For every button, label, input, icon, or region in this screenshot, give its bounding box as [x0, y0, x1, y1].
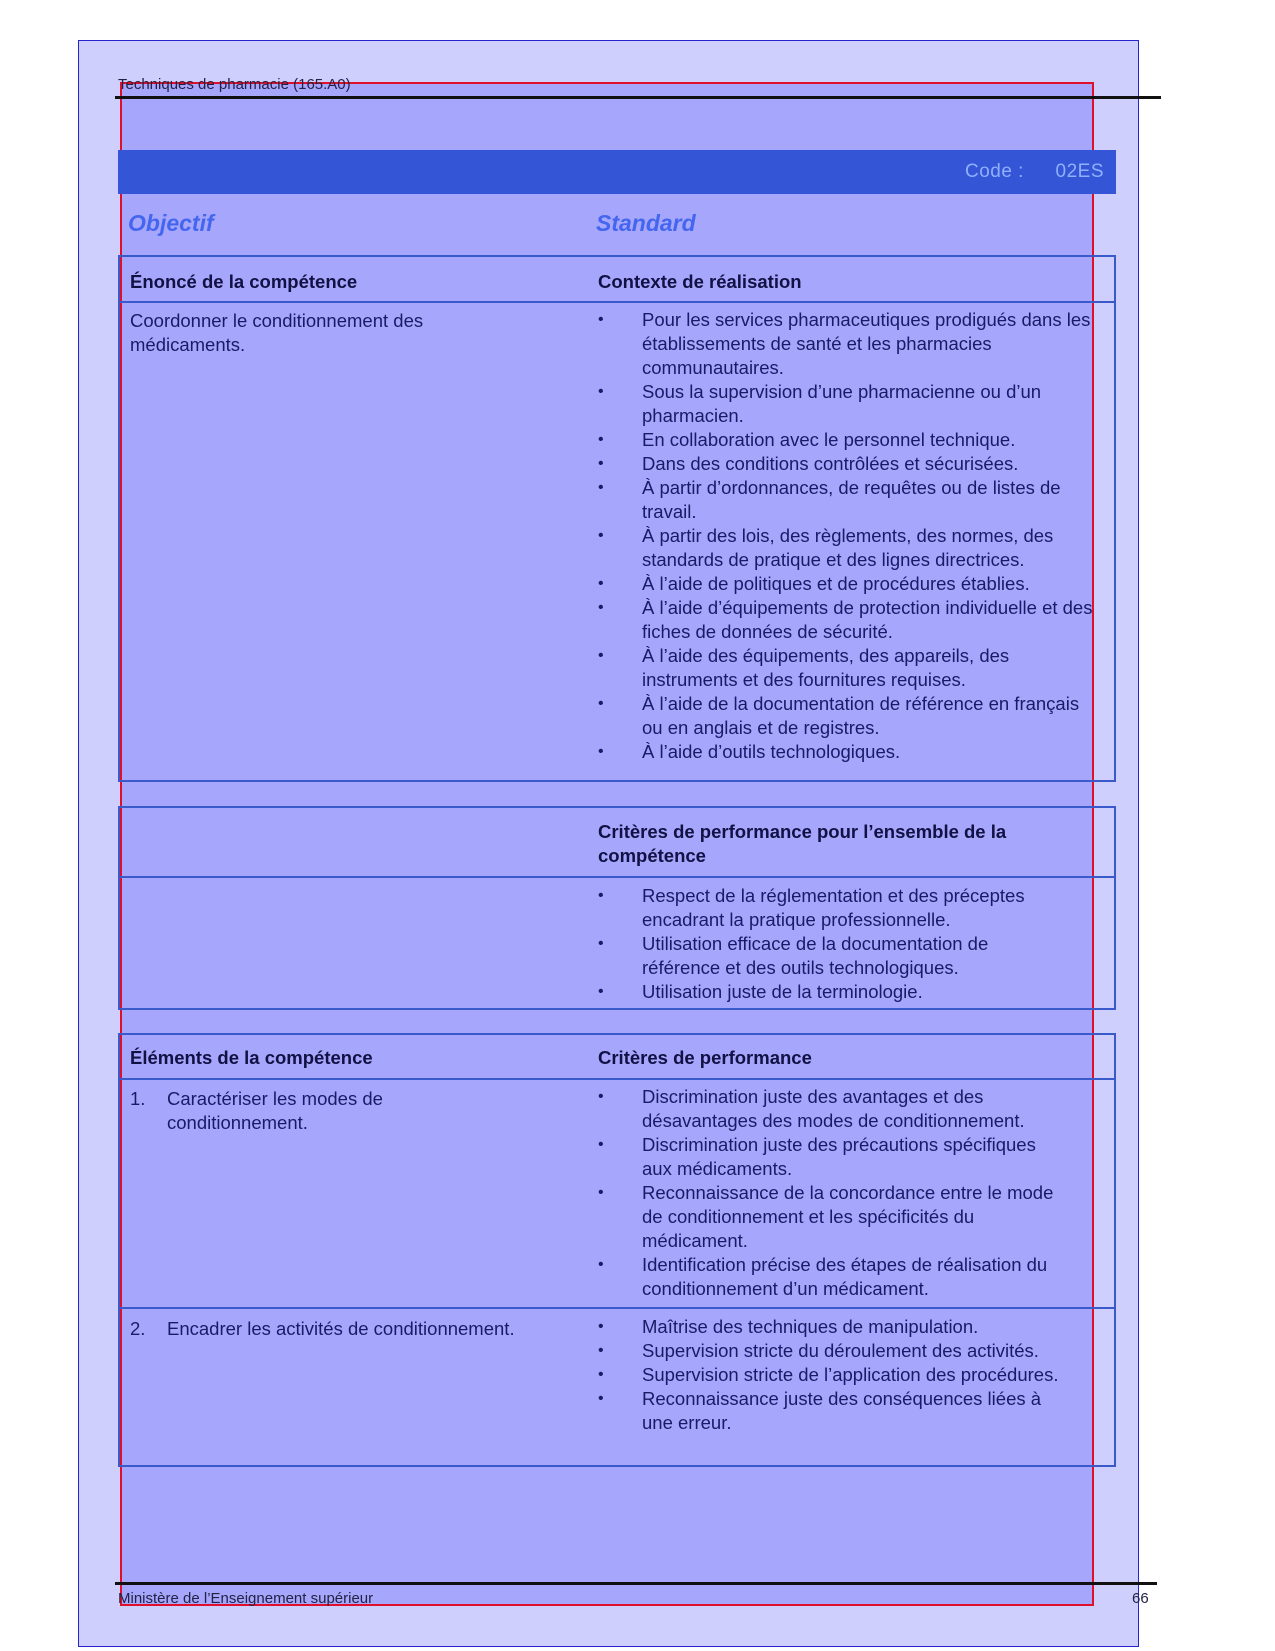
criteria-item: • Identification précise des étapes de réalisation du conditionnement d’un médicament. — [598, 1253, 1068, 1301]
section-header-rule — [120, 876, 1114, 878]
competence-heading: Énoncé de la compétence — [130, 271, 358, 292]
competence-line: médicaments. — [130, 334, 246, 355]
context-item: • Pour les services pharmaceutiques prodigués dans les établissements de santé et les pharmacies communautaires. — [598, 308, 1098, 380]
context-item: • À l’aide de politiques et de procédures établies. — [598, 572, 1098, 596]
standard-title: Standard — [596, 210, 696, 236]
context-item: • En collaboration avec le personnel technique. — [598, 428, 1098, 452]
criteria-item: • Discrimination juste des précautions spécifiques aux médicaments. — [598, 1133, 1068, 1181]
global-criteria-list — [598, 884, 1068, 1004]
criteria-item: • Respect de la réglementation et des préceptes encadrant la pratique professionnelle. — [598, 884, 1068, 932]
global-criteria-heading: Critères de performance pour l’ensemble de la compétence — [598, 821, 1007, 866]
program-header: Techniques de pharmacie (165.A0) — [118, 76, 351, 93]
context-item: • À partir des lois, des règlements, des normes, des standards de pratique et des lignes directrices. — [598, 524, 1098, 572]
criteria-item: • Utilisation juste de la terminologie. — [598, 980, 1068, 1004]
element-number: 1. — [130, 1088, 146, 1109]
section-header-rule — [120, 1078, 1114, 1080]
criteria-heading: Critères de performance — [598, 1047, 812, 1068]
criteria-item: • Supervision stricte du déroulement des activités. — [598, 1339, 1068, 1363]
context-list — [598, 308, 1098, 764]
criteria-item: • Supervision stricte de l’application des procédures. — [598, 1363, 1068, 1387]
criteria-item: • Maîtrise des techniques de manipulation. — [598, 1315, 1068, 1339]
context-item: • À l’aide d’équipements de protection individuelle et des fiches de données de sécurité. — [598, 596, 1098, 644]
elements-heading: Éléments de la compétence — [130, 1047, 373, 1068]
element-criteria-list — [598, 1085, 1068, 1301]
footer-rule — [115, 1582, 1157, 1585]
element-number: 2. — [130, 1318, 146, 1339]
context-item: • Sous la supervision d’une pharmacienne ou d’un pharmacien. — [598, 380, 1098, 428]
context-heading: Contexte de réalisation — [598, 271, 802, 292]
criteria-item: • Reconnaissance de la concordance entre le mode de conditionnement et les spécificités du médicament. — [598, 1181, 1068, 1253]
competence-statement — [130, 309, 423, 357]
criteria-item: • Utilisation efficace de la documentation de référence et des outils technologiques. — [598, 932, 1068, 980]
code-bar — [118, 150, 1116, 194]
competence-line: Coordonner le conditionnement des — [130, 310, 424, 331]
context-item: • À l’aide d’outils technologiques. — [598, 740, 1098, 764]
context-item: • À l’aide des équipements, des appareils, des instruments et des fournitures requises. — [598, 644, 1098, 692]
criteria-item: • Discrimination juste des avantages et des désavantages des modes de conditionnement. — [598, 1085, 1068, 1133]
competence-context-section — [118, 255, 1116, 782]
section-header-rule — [120, 301, 1114, 303]
context-item: • Dans des conditions contrôlées et sécurisées. — [598, 452, 1098, 476]
objectif-title: Objectif — [128, 210, 214, 236]
code-label: Code : — [964, 161, 1024, 182]
code-value: 02ES — [1055, 161, 1104, 182]
elements-criteria-section — [118, 1033, 1116, 1467]
element-label: Caractériser les modes de conditionnement. — [167, 1088, 383, 1133]
context-item: • À partir d’ordonnances, de requêtes ou de listes de travail. — [598, 476, 1098, 524]
element-separator — [120, 1307, 1114, 1309]
element-criteria-list — [598, 1315, 1068, 1435]
element-label: Encadrer les activités de conditionnement. — [167, 1318, 515, 1339]
global-criteria-section — [118, 806, 1116, 1010]
header-rule — [115, 96, 1161, 99]
competence-code — [965, 161, 1104, 183]
criteria-item: • Reconnaissance juste des conséquences liées à une erreur. — [598, 1387, 1068, 1435]
ministry-footer: Ministère de l’Enseignement supérieur — [118, 1590, 374, 1607]
context-item: • À l’aide de la documentation de référence en français ou en anglais et de registres. — [598, 692, 1098, 740]
page-number: 66 — [1132, 1590, 1149, 1607]
